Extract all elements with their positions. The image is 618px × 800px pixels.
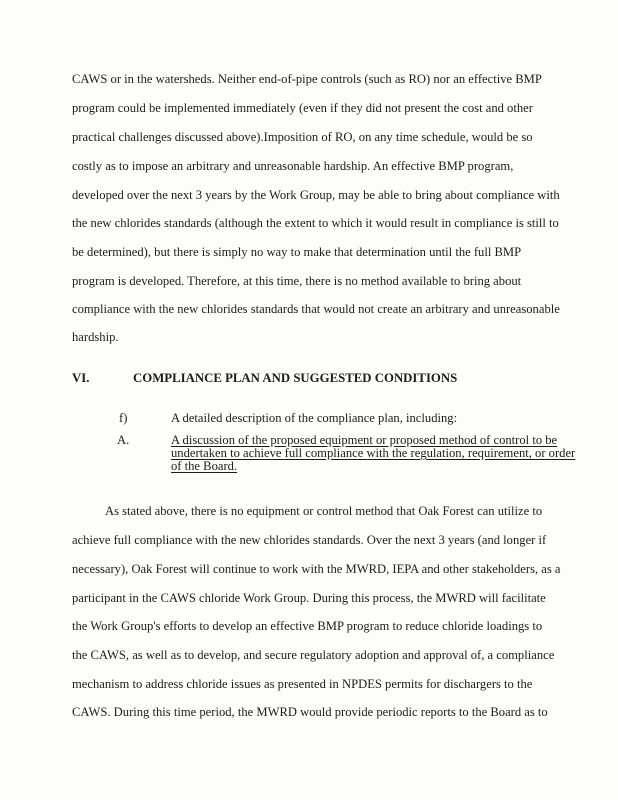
section-title: COMPLIANCE PLAN AND SUGGESTED CONDITIONS: [133, 371, 458, 385]
paragraph-1-line: practical challenges discussed above).Imposition of RO, on any time schedule, would be so: [72, 130, 533, 144]
paragraph-1-line: hardship.: [72, 330, 119, 344]
paragraph-2-line: necessary), Oak Forest will continue to work with the MWRD, IEPA and other stakeholders, as a: [72, 562, 561, 576]
paragraph-1-line: program is developed. Therefore, at this time, there is no method available to bring about: [72, 274, 522, 288]
item-f-text: A detailed description of the compliance plan, including:: [171, 411, 458, 425]
item-a-line: of the Board.: [171, 459, 238, 473]
paragraph-1-line: the new chlorides standards (although the extent to which it would result in compliance is still to: [72, 216, 559, 230]
paragraph-2-line: CAWS. During this time period, the MWRD would provide periodic reports to the Board as to: [72, 705, 548, 719]
section-number: VI.: [72, 371, 90, 385]
paragraph-1-line: be determined), but there is simply no way to make that determination until the full BMP: [72, 245, 522, 259]
paragraph-1-line: CAWS or in the watersheds. Neither end-of-pipe controls (such as RO) nor an effective BMP: [72, 72, 542, 86]
paragraph-2-line: the CAWS, as well as to develop, and secure regulatory adoption and approval of, a compliance: [72, 648, 555, 662]
paragraph-1-line: developed over the next 3 years by the Work Group, may be able to bring about compliance with: [72, 188, 560, 202]
paragraph-2-line: participant in the CAWS chloride Work Group. During this process, the MWRD will facilitate: [72, 591, 546, 605]
paragraph-1-line: program could be implemented immediately (even if they did not present the cost and other: [72, 101, 533, 115]
item-a-line: A discussion of the proposed equipment or proposed method of control to be: [171, 433, 558, 447]
paragraph-2-line: mechanism to address chloride issues as presented in NPDES permits for dischargers to the: [72, 677, 533, 691]
paragraph-2-line: the Work Group's efforts to develop an effective BMP program to reduce chloride loadings to: [72, 619, 543, 633]
paragraph-2-line: As stated above, there is no equipment or control method that Oak Forest can utilize to: [105, 504, 543, 518]
item-f-label: f): [119, 411, 128, 425]
item-a-label: A.: [117, 433, 130, 447]
paragraph-1-line: costly as to impose an arbitrary and unreasonable hardship. An effective BMP program,: [72, 159, 514, 173]
item-a-line: undertaken to achieve full compliance with the regulation, requirement, or order: [171, 446, 576, 460]
paragraph-2-line: achieve full compliance with the new chlorides standards. Over the next 3 years (and longer if: [72, 533, 547, 547]
paragraph-1-line: compliance with the new chlorides standards that would not create an arbitrary and unreasonable: [72, 302, 560, 316]
